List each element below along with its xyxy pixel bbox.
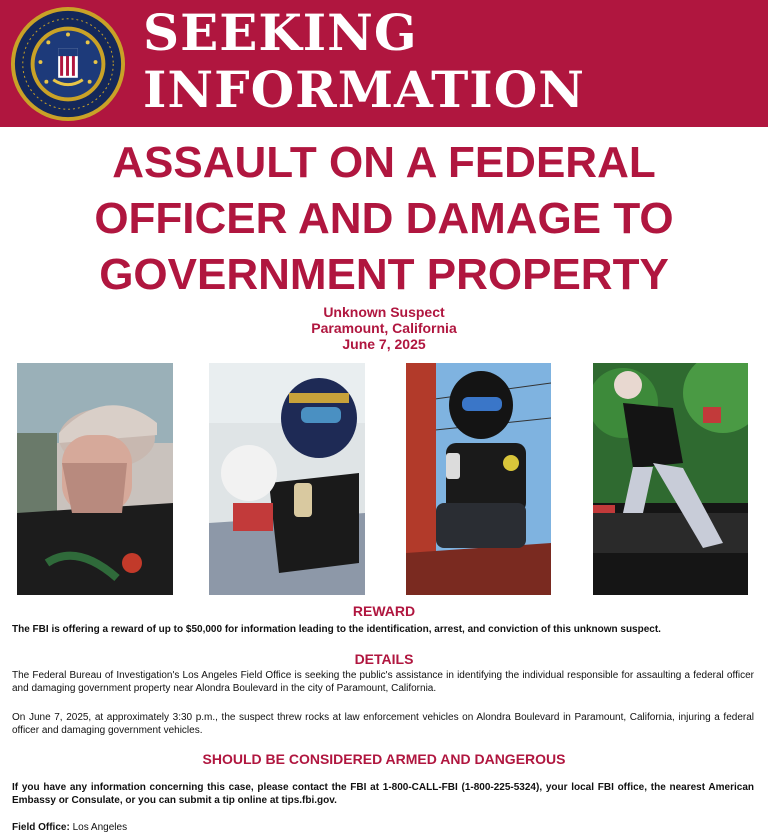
case-location: Paramount, California — [311, 320, 457, 336]
suspect-photo-2 — [209, 363, 365, 595]
fbi-seal-icon — [9, 5, 127, 123]
reward-heading: REWARD — [352, 603, 416, 619]
case-title-line: ASSAULT ON A FEDERAL — [112, 138, 656, 187]
suspect-photo-3 — [406, 363, 551, 595]
case-title — [0, 135, 768, 303]
case-date: June 7, 2025 — [342, 336, 426, 352]
field-office-value: Los Angeles — [72, 822, 128, 833]
details-heading: DETAILS — [354, 651, 414, 667]
banner-title-line2: INFORMATION — [143, 60, 585, 119]
header-banner — [0, 0, 768, 127]
details-paragraph-2: On June 7, 2025, at approximately 3:30 p.m., the suspect threw rocks at law enforcement vehicles on Alondra Boulevard in Paramount, California, injuring a federal officer and damaging government vehicles. — [12, 712, 754, 736]
contact-info: If you have any information concerning this case, please contact the FBI at 1-800-CALL-FBI (1-800-225-5324), your local FBI office, the nearest American Embassy or Consulate, or you can submit a tip online at tips.fbi.gov. — [12, 782, 754, 806]
banner-title — [143, 4, 585, 118]
banner-title-line1: SEEKING — [143, 3, 418, 62]
field-office-label: Field Office: — [12, 822, 70, 833]
case-title-line: GOVERNMENT PROPERTY — [99, 250, 669, 299]
field-office — [12, 821, 754, 834]
suspect-photo-1 — [17, 363, 173, 595]
case-subinfo — [0, 304, 768, 352]
case-title-line: OFFICER AND DAMAGE TO — [94, 194, 674, 243]
armed-dangerous-warning: SHOULD BE CONSIDERED ARMED AND DANGEROUS — [202, 751, 566, 767]
details-paragraph-1: The Federal Bureau of Investigation's Los Angeles Field Office is seeking the public's assistance in identifying the individual responsible for assaulting a federal officer and damaging government property near Alondra Boulevard in the city of Paramount, California. — [12, 670, 754, 694]
suspect-photo-4 — [593, 363, 748, 595]
reward-text: The FBI is offering a reward of up to $50,000 for information leading to the identification, arrest, and conviction of this unknown suspect. — [12, 624, 661, 635]
subject-name: Unknown Suspect — [323, 304, 445, 320]
